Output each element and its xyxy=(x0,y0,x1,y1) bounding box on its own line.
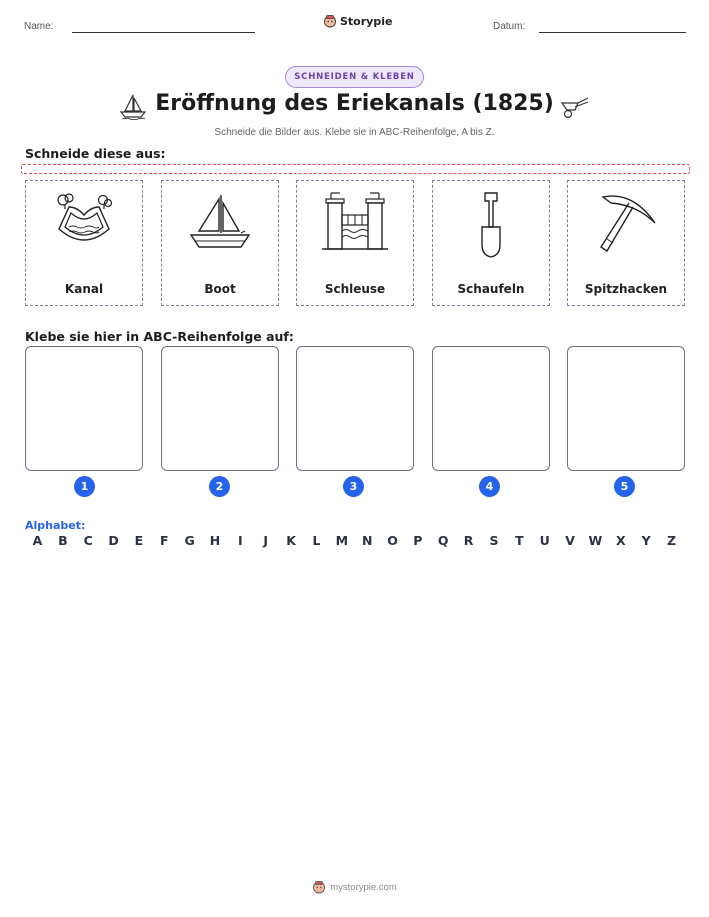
name-line[interactable] xyxy=(72,32,255,33)
cut-line xyxy=(21,164,690,174)
footer-url[interactable]: mystorypie.com xyxy=(330,881,397,893)
cut-card-schleuse[interactable] xyxy=(296,180,414,306)
canal-icon xyxy=(47,189,121,253)
alphabet-letter: T xyxy=(515,533,524,548)
alphabet-letter: C xyxy=(83,533,93,548)
alphabet-letter: V xyxy=(565,533,575,548)
date-label: Datum: xyxy=(493,21,526,32)
canal-lock-icon xyxy=(318,189,392,255)
card-label: Schaufeln xyxy=(457,282,525,296)
card-label: Kanal xyxy=(64,282,104,296)
alphabet-letter: K xyxy=(286,533,296,548)
cut-heading: Schneide diese aus: xyxy=(25,146,166,161)
order-number-3: 3 xyxy=(343,476,364,497)
paste-box-2[interactable] xyxy=(161,346,279,471)
sailboat-icon xyxy=(183,189,257,255)
alphabet-row xyxy=(25,533,684,548)
alphabet-letter: G xyxy=(184,533,195,548)
alphabet-letter: O xyxy=(387,533,398,548)
alphabet-letter: Z xyxy=(666,533,677,548)
paste-box-4[interactable] xyxy=(432,346,550,471)
activity-badge: SCHNEIDEN & KLEBEN xyxy=(285,66,424,88)
date-line[interactable] xyxy=(539,32,686,33)
alphabet-letter: D xyxy=(108,533,119,548)
alphabet-letter: N xyxy=(361,533,373,548)
order-number-5: 5 xyxy=(614,476,635,497)
brand-name: Storypie xyxy=(340,14,393,28)
alphabet-letter: M xyxy=(335,533,349,548)
alphabet-letter: U xyxy=(539,533,550,548)
instructions: Schneide die Bilder aus. Klebe sie in ABC-Reihenfolge, A bis Z. xyxy=(214,127,495,138)
storypie-logo xyxy=(323,14,392,28)
paste-box-1[interactable] xyxy=(25,346,143,471)
storypie-mascot-icon xyxy=(323,14,337,28)
card-label: Spitzhacken xyxy=(584,282,668,296)
card-label: Schleuse xyxy=(324,282,386,296)
alphabet-letter: I xyxy=(238,533,243,548)
alphabet-letter: P xyxy=(413,533,423,548)
cut-card-boot[interactable] xyxy=(161,180,279,306)
card-label: Boot xyxy=(204,282,236,296)
alphabet-letter: E xyxy=(134,533,144,548)
paste-box-3[interactable] xyxy=(296,346,414,471)
storypie-mascot-icon xyxy=(312,880,326,894)
shovel-icon xyxy=(454,189,528,259)
name-label: Name: xyxy=(24,21,54,32)
alphabet-letter: Q xyxy=(437,533,449,548)
wheelbarrow-title-icon xyxy=(559,94,591,120)
paste-heading: Klebe sie hier in ABC-Reihenfolge auf: xyxy=(25,329,294,344)
alphabet-letter: S xyxy=(489,533,499,548)
paste-box-5[interactable] xyxy=(567,346,685,471)
alphabet-letter: J xyxy=(263,533,269,548)
alphabet-letter: B xyxy=(58,533,68,548)
alphabet-letter: X xyxy=(615,533,626,548)
alphabet-letter: F xyxy=(160,533,169,548)
alphabet-letter: W xyxy=(588,533,603,548)
order-number-1: 1 xyxy=(74,476,95,497)
order-number-2: 2 xyxy=(209,476,230,497)
alphabet-letter: Y xyxy=(641,533,651,548)
pickaxe-icon xyxy=(589,189,663,255)
alphabet-letter: L xyxy=(312,533,321,548)
alphabet-letter: R xyxy=(463,533,474,548)
alphabet-letter: H xyxy=(209,533,221,548)
cut-card-spitzhacken[interactable] xyxy=(567,180,685,306)
alphabet-label: Alphabet: xyxy=(25,519,86,532)
cut-card-kanal[interactable] xyxy=(25,180,143,306)
cut-card-schaufeln[interactable] xyxy=(432,180,550,306)
alphabet-letter: A xyxy=(32,533,43,548)
footer xyxy=(0,880,709,894)
page-title: Eröffnung des Eriekanals (1825) xyxy=(155,91,554,116)
order-number-4: 4 xyxy=(479,476,500,497)
